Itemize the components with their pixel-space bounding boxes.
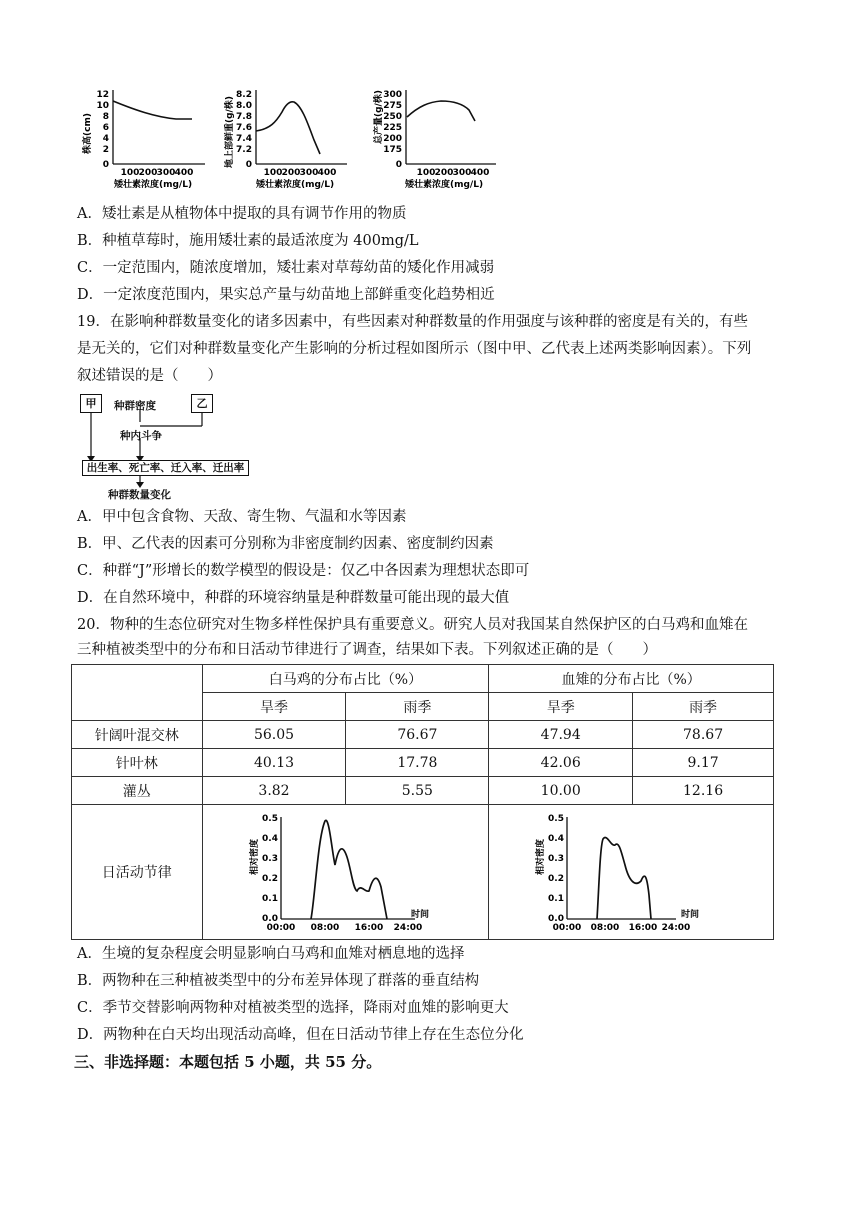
q18-option-b: B．种植草莓时，施用矮壮素的最适浓度为 400mg/L [77,233,419,249]
table-cell: 10.00 [489,777,633,805]
row-label: 针叶林 [72,749,203,777]
ytick: 0.0 [548,914,565,924]
q18-option-d: D．一定浓度范围内，果实总产量与幼苗地上部鲜重变化趋势相近 [77,287,495,303]
ylabel-density: 相对密度 [536,838,547,875]
xtick: 400 [317,168,337,178]
q20-stem-line2: 三种植被类型中的分布和日活动节律进行了调查，结果如下表。下列叙述正确的是（ ） [77,642,657,658]
xtick: 400 [470,168,490,178]
xtick: 00:00 [552,923,582,933]
xtick: 300 [452,168,472,178]
ytick: 0.2 [262,874,279,884]
header-dry: 旱季 [489,693,633,721]
ylabel-height: 株高(cm) [83,113,93,154]
xlabel-time: 时间 [411,910,430,920]
ytick: 7.8 [236,112,252,122]
ytick: 175 [383,145,402,155]
table-cell: 47.94 [489,721,633,749]
q18-option-c: C．一定范围内，随浓度增加，矮壮素对草莓幼苗的矮化作用减弱 [77,260,495,276]
ytick: 0.4 [548,834,565,844]
q18-option-a: A．矮壮素是从植物体中提取的具有调节作用的物质 [77,206,407,222]
factor-jia-box: 甲 [80,394,102,413]
ytick: 0 [102,160,109,170]
table-cell: 17.78 [346,749,489,777]
header-wet: 雨季 [346,693,489,721]
ytick: 8 [102,112,109,122]
table-cell: 40.13 [202,749,346,777]
diagram-arrows [80,392,260,500]
xtick: 00:00 [267,923,296,933]
section3-heading: 三、非选择题：本题包括 5 小题，共 55 分。 [74,1053,382,1071]
xtick: 24:00 [661,923,691,933]
rates-box: 出生率、死亡率、迁入率、迁出率 [82,460,249,476]
ytick: 10 [96,101,109,111]
ylabel-density: 相对密度 [250,838,261,875]
factor-yi-box: 乙 [191,394,213,413]
q19-diagram [80,392,260,500]
table-cell: 56.05 [202,721,346,749]
xtick: 200 [281,168,301,178]
table-row [72,721,774,749]
xtick: 400 [174,168,194,178]
table-cell: 5.55 [346,777,489,805]
q20-option-a: A．生境的复杂程度会明显影响白马鸡和血雉对栖息地的选择 [77,946,465,962]
q19-option-d: D．在自然环境中，种群的环境容纳量是种群数量可能出现的最大值 [77,590,510,606]
q20-option-c: C．季节交替影响两物种对植被类型的选择，降雨对血雉的影响更大 [77,1000,509,1016]
row-label: 灌丛 [72,777,203,805]
population-change-label: 种群数量变化 [108,489,171,501]
xtick: 200 [434,168,454,178]
row-label: 日活动节律 [72,805,203,940]
ytick: 0.1 [548,894,565,904]
ytick: 300 [383,90,402,100]
ytick: 0.0 [262,914,279,924]
curve-yield [407,101,475,121]
ytick: 7.4 [236,134,252,144]
chart-fresh-weight [222,84,352,192]
table-cell: 12.16 [633,777,774,805]
xlabel-time: 时间 [681,910,700,920]
ytick: 7.2 [236,145,252,155]
ytick: 0.1 [262,894,279,904]
q20-stem-line1: 20．物种的生态位研究对生物多样性保护具有重要意义。研究人员对我国某自然保护区的白马鸡和血雉在 [77,617,748,633]
q19-stem-line1: 19．在影响种群数量变化的诸多因素中，有些因素对种群数量的作用强度与该种群的密度是有关的，有些 [77,314,748,330]
chart-activity-baimaji [245,807,445,933]
xlabel-conc: 矮壮素浓度(mg/L) [405,180,484,190]
ytick: 0.3 [262,854,279,864]
xtick: 08:00 [590,923,620,933]
chart-total-yield [371,84,501,192]
distribution-table [71,664,774,940]
xtick: 100 [120,168,140,178]
table-cell: 3.82 [202,777,346,805]
ytick: 0.4 [262,834,279,844]
xtick: 16:00 [628,923,658,933]
table-cell: 76.67 [346,721,489,749]
header-baimaji: 白马鸡的分布占比（%） [202,665,489,693]
q19-stem-line2: 是无关的，它们对种群数量变化产生影响的分析过程如图所示（图中甲、乙代表上述两类影响因素）。下列 [77,341,752,357]
table-cell: 78.67 [633,721,774,749]
ytick: 4 [102,134,109,144]
table-corner [72,665,203,721]
ytick: 12 [96,90,109,100]
xtick: 08:00 [311,923,340,933]
xlabel-conc: 矮壮素浓度(mg/L) [256,180,335,190]
activity-cell-xuezhi [489,805,774,940]
ylabel-weight: 地上部鲜重(g/株) [225,96,235,168]
curve-baimaji [311,820,387,919]
xtick: 300 [299,168,319,178]
ytick: 275 [383,101,402,111]
xtick: 16:00 [355,923,384,933]
header-xuezhi: 血雉的分布占比（%） [489,665,774,693]
table-cell: 9.17 [633,749,774,777]
curve-height [113,101,192,119]
q19-option-c: C．种群“J”形增长的数学模型的假设是：仅乙中各因素为理想状态即可 [77,563,530,579]
ytick: 8.2 [236,90,252,100]
header-dry: 旱季 [202,693,346,721]
q20-option-b: B．两物种在三种植被类型中的分布差异体现了群落的垂直结构 [77,973,480,989]
q19-stem-line3: 叙述错误的是（ ） [77,368,222,384]
competition-label: 种内斗争 [120,430,162,442]
ytick: 2 [102,145,109,155]
ytick: 225 [383,123,402,133]
curve-xuezhi [597,837,651,919]
xtick: 100 [263,168,283,178]
row-label: 针阔叶混交林 [72,721,203,749]
ytick: 0.5 [262,814,279,824]
ytick: 6 [102,123,109,133]
ytick: 0.5 [548,814,565,824]
table-row-rhythm [72,805,774,940]
curve-weight [256,102,320,154]
chart-plant-height [80,84,210,192]
ytick: 0 [245,160,252,170]
header-wet: 雨季 [633,693,774,721]
ytick: 250 [383,112,402,122]
xtick: 24:00 [394,923,423,933]
table-row [72,749,774,777]
xlabel-conc: 矮壮素浓度(mg/L) [114,180,193,190]
xtick: 200 [138,168,158,178]
density-label: 种群密度 [114,400,156,412]
ytick: 0.2 [548,874,565,884]
q19-option-a: A．甲中包含食物、天敌、寄生物、气温和水等因素 [77,509,407,525]
ylabel-yield: 总产量(g/株) [374,90,384,144]
chart-activity-xuezhi [531,807,731,933]
ytick: 7.6 [236,123,252,133]
table-row [72,777,774,805]
xtick: 300 [156,168,176,178]
q19-option-b: B．甲、乙代表的因素可分别称为非密度制约因素、密度制约因素 [77,536,494,552]
ytick: 8.0 [236,101,252,111]
table-cell: 42.06 [489,749,633,777]
xtick: 100 [416,168,436,178]
ytick: 200 [383,134,402,144]
ytick: 0 [395,160,402,170]
activity-cell-baimaji [202,805,489,940]
ytick: 0.3 [548,854,565,864]
q20-option-d: D．两物种在白天均出现活动高峰，但在日活动节律上存在生态位分化 [77,1027,524,1043]
